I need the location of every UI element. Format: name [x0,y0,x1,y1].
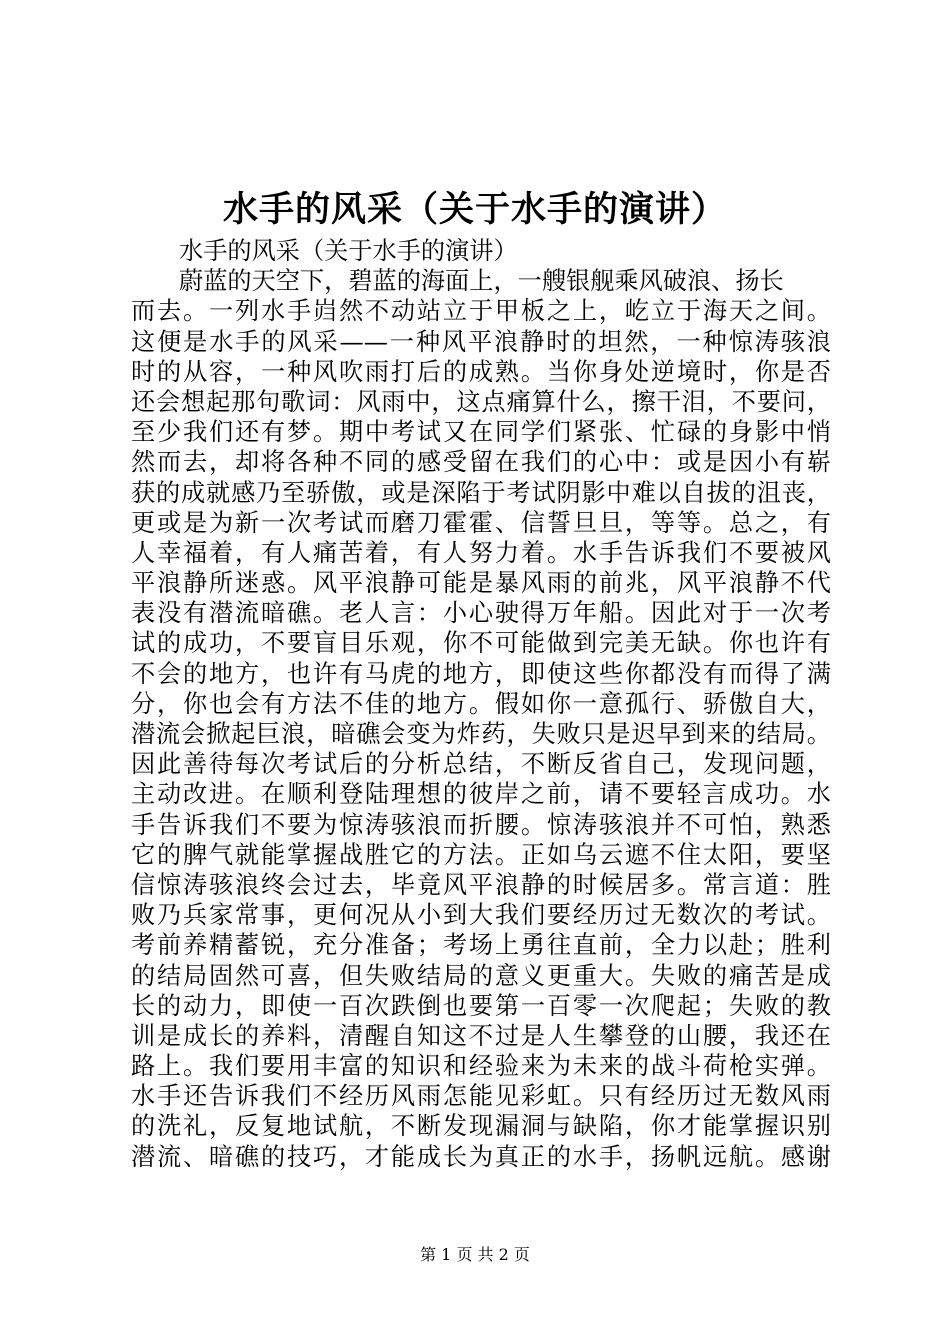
body-line: 因此善待每次考试后的分析总结，不断反省自己，发现问题， [131,750,831,779]
body-line: 潜流、暗礁的技巧，才能成长为真正的水手，扬帆远航。感谢 [131,1142,831,1171]
body-line: 试的成功，不要盲目乐观，你不可能做到完美无缺。你也许有 [131,629,831,658]
body-line: 长的动力，即使一百次跌倒也要第一百零一次爬起；失败的教 [131,991,831,1020]
body-line: 更或是为新一次考试而磨刀霍霍、信誓旦旦，等等。总之，有 [131,508,831,537]
body-line: 然而去，却将各种不同的感受留在我们的心中：或是因小有崭 [131,448,831,477]
body-line: 败乃兵家常事，更何况从小到大我们要经历过无数次的考试。 [131,901,831,930]
body-line: 手告诉我们不要为惊涛骇浪而折腰。惊涛骇浪并不可怕，熟悉 [131,810,831,839]
body-line: 获的成就感乃至骄傲，或是深陷于考试阴影中难以自拔的沮丧， [131,478,831,507]
body-line: 路上。我们要用丰富的知识和经验来为未来的战斗荷枪实弹。 [131,1052,831,1081]
body-line-subtitle: 水手的风采（关于水手的演讲） [179,237,518,265]
body-line: 时的从容，一种风吹雨打后的成熟。当你身处逆境时，你是否 [131,357,831,386]
body-line: 这便是水手的风采——一种风平浪静时的坦然，一种惊涛骇浪 [131,327,831,356]
body-line: 主动改进。在顺利登陆理想的彼岸之前，请不要轻言成功。水 [131,780,831,809]
body-line: 而去。一列水手岿然不动站立于甲板之上，屹立于海天之间。 [131,297,831,326]
body-line: 还会想起那句歌词：风雨中，这点痛算什么，擦干泪，不要问， [131,387,831,416]
body-line: 信惊涛骇浪终会过去，毕竟风平浪静的时候居多。常言道：胜 [131,870,831,899]
body-line: 平浪静所迷惑。风平浪静可能是暴风雨的前兆，风平浪静不代 [131,569,831,598]
body-line: 分，你也会有方法不佳的地方。假如你一意孤行、骄傲自大， [131,689,831,718]
body-line: 人幸福着，有人痛苦着，有人努力着。水手告诉我们不要被风 [131,538,831,567]
body-line: 训是成长的养料，清醒自知这不过是人生攀登的山腰，我还在 [131,1021,831,1050]
page-footer: 第 1 页 共 2 页 [420,1245,530,1264]
body-line-paragraph-start: 蔚蓝的天空下，碧蓝的海面上，一艘银舰乘风破浪、扬长 [179,267,784,296]
body-line: 表没有潜流暗礁。老人言：小心驶得万年船。因此对于一次考 [131,599,831,628]
body-line: 不会的地方，也许有马虎的地方，即使这些你都没有而得了满 [131,659,831,688]
body-line: 它的脾气就能掌握战胜它的方法。正如乌云遮不住太阳，要坚 [131,840,831,869]
document-title: 水手的风采（关于水手的演讲） [222,190,727,230]
body-line: 的结局固然可喜，但失败结局的意义更重大。失败的痛苦是成 [131,961,831,990]
body-line: 水手还告诉我们不经历风雨怎能见彩虹。只有经历过无数风雨 [131,1082,831,1111]
body-line: 至少我们还有梦。期中考试又在同学们紧张、忙碌的身影中悄 [131,418,831,447]
document-body [131,236,831,1172]
body-line: 潜流会掀起巨浪，暗礁会变为炸药，失败只是迟早到来的结局。 [131,720,831,748]
body-line: 考前养精蓄锐，充分准备；考场上勇往直前，全力以赴；胜利 [131,931,831,960]
body-line: 的洗礼，反复地试航，不断发现漏洞与缺陷，你才能掌握识别 [131,1112,831,1141]
